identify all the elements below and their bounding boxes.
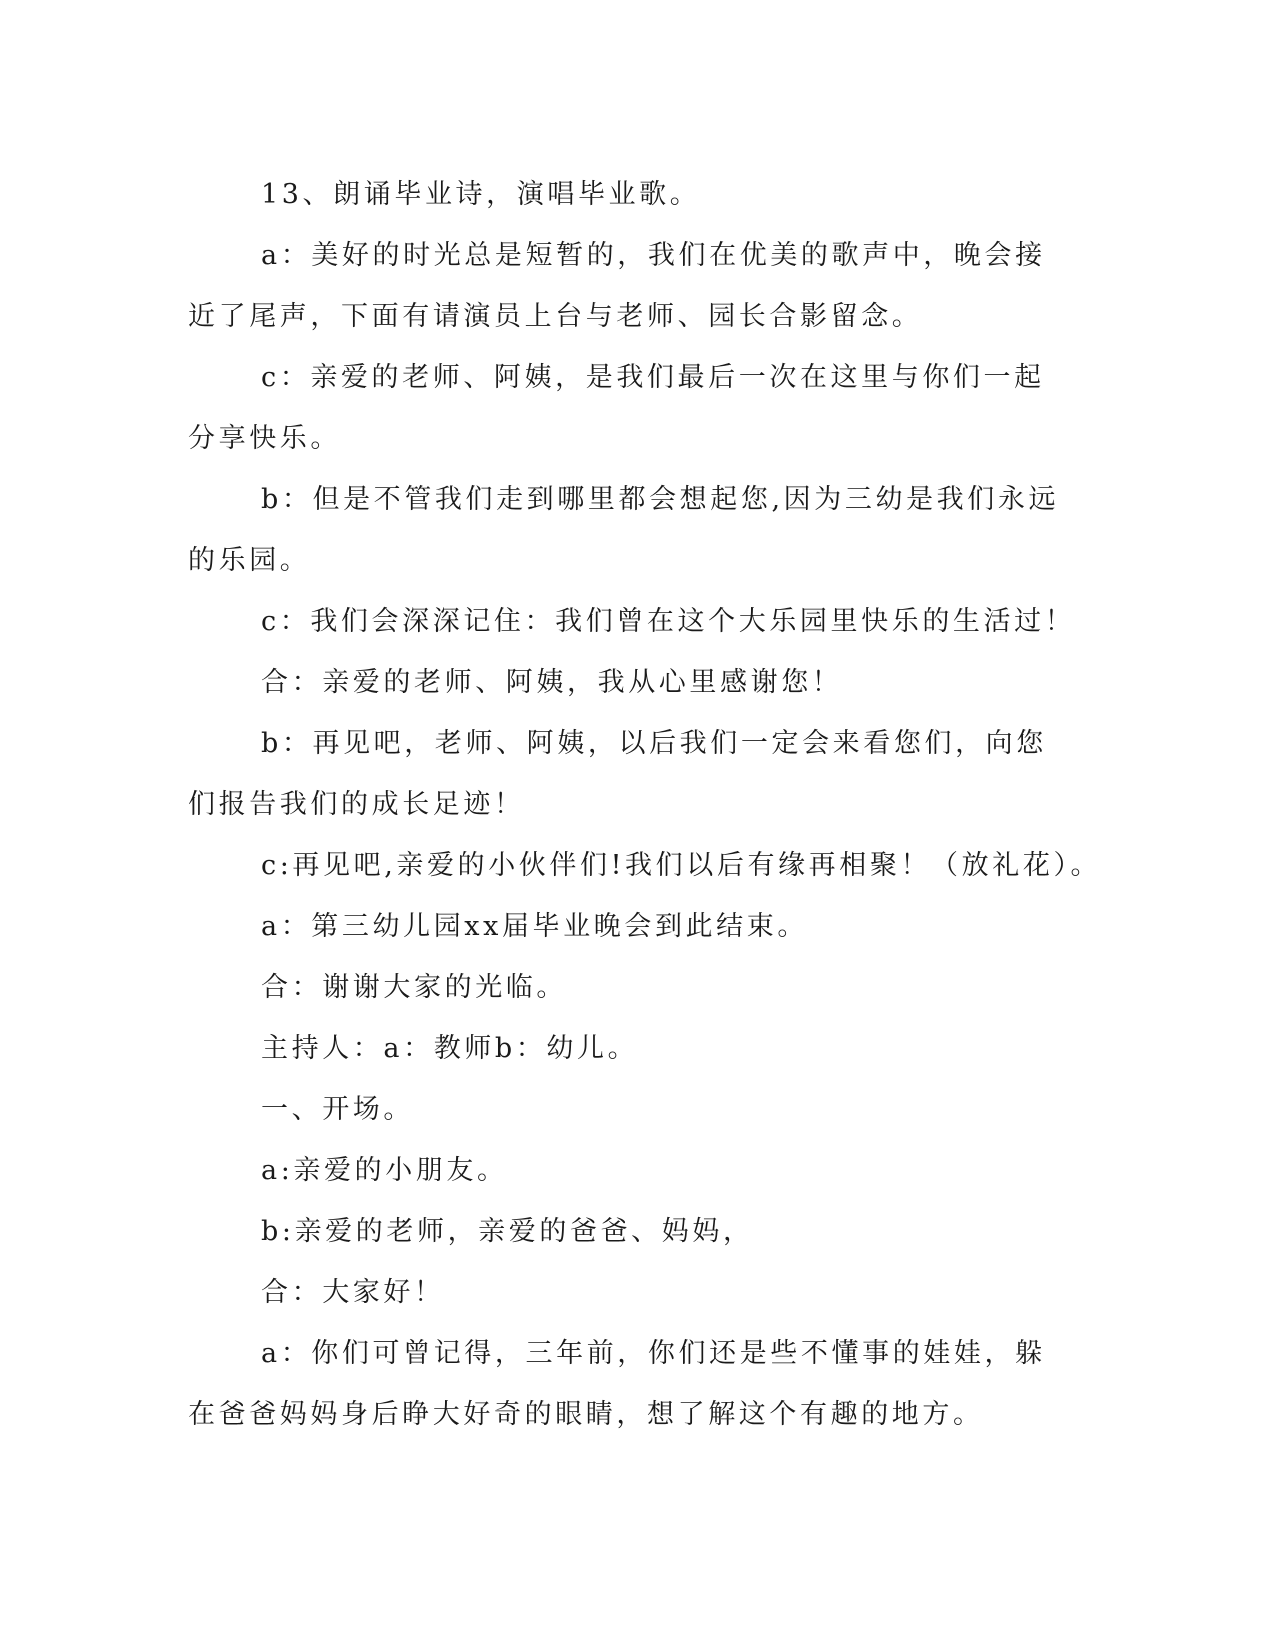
paragraph-host-c-goodbye: c:再见吧,亲爱的小伙伴们!我们以后有缘再相聚！（放礼花）。: [261, 850, 1102, 881]
paragraph-host-c-memory: c：我们会深深记住：我们曾在这个大乐园里快乐的生活过！: [261, 606, 1076, 637]
paragraph-together-visit: 合：谢谢大家的光临。: [261, 972, 567, 1003]
paragraph-host-c-teachers: c：亲爱的老师、阿姨，是我们最后一次在这里与你们一起分享快乐。: [188, 362, 1045, 454]
paragraph-host-b-goodbye: b：再见吧，老师、阿姨，以后我们一定会来看您们，向您们报告我们的成长足迹！: [188, 728, 1047, 820]
paragraph-host-b-greeting: b:亲爱的老师，亲爱的爸爸、妈妈，: [261, 1216, 754, 1247]
paragraph-together-thanks: 合：亲爱的老师、阿姨，我从心里感谢您！: [261, 667, 843, 698]
paragraph-together-hello: 合：大家好！: [261, 1277, 445, 1308]
paragraph-host-a-end: a：第三幼儿园xx届毕业晚会到此结束。: [261, 911, 808, 942]
paragraph-item-13: 13、朗诵毕业诗，演唱毕业歌。: [261, 179, 701, 210]
document-body: [188, 164, 1102, 1445]
paragraph-section-opening: 一、开场。: [261, 1094, 414, 1125]
paragraph-host-b-remember: b：但是不管我们走到哪里都会想起您,因为三幼是我们永远的乐园。: [188, 484, 1060, 576]
paragraph-hosts: 主持人：a：教师b：幼儿。: [261, 1033, 639, 1064]
paragraph-host-a-memory: a：你们可曾记得，三年前，你们还是些不懂事的娃娃，躲在爸爸妈妈身后睁大好奇的眼睛，想了解这个有趣的地方。: [188, 1338, 1046, 1430]
paragraph-host-a-greeting: a:亲爱的小朋友。: [261, 1155, 508, 1186]
paragraph-host-a-closing: a：美好的时光总是短暂的，我们在优美的歌声中，晚会接近了尾声，下面有请演员上台与老师、园长合影留念。: [188, 240, 1046, 332]
